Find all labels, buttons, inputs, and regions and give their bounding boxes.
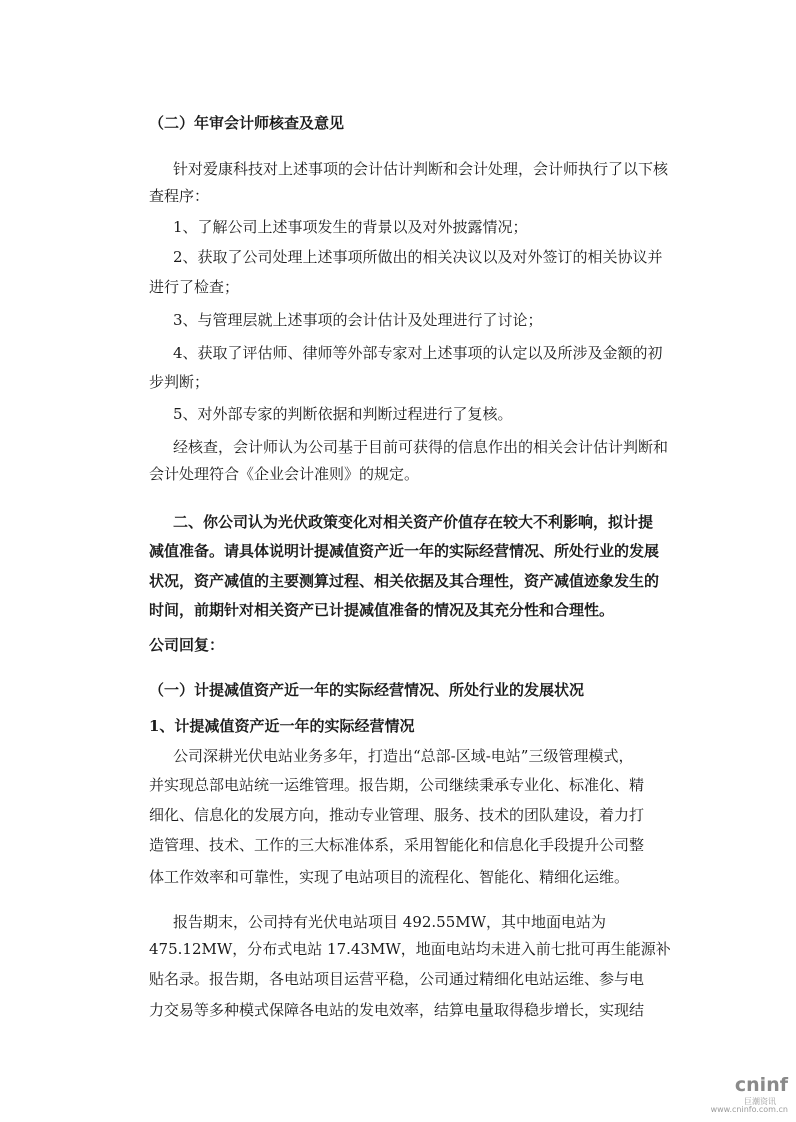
list-item: 4、获取了评估师、律师等外部专家对上述事项的认定以及所涉及金额的初	[173, 344, 663, 362]
paragraph-line: 体工作效率和可靠性，实现了电站项目的流程化、智能化、精细化运维。	[149, 868, 630, 886]
paragraph-line: 力交易等多种模式保障各电站的发电效率，结算电量取得稳步增长，实现结	[149, 1001, 645, 1019]
watermark-sub: 巨潮资讯	[744, 1097, 776, 1106]
paragraph-line: 针对爱康科技对上述事项的会计估计判断和会计处理，会计师执行了以下核	[173, 160, 669, 178]
paragraph-line: 经核查，会计师认为公司基于目前可获得的信息作出的相关会计估计判断和	[173, 438, 669, 456]
paragraph-line: 公司深耕光伏电站业务多年，打造出“总部-区域-电站”三级管理模式，	[173, 747, 634, 765]
question-line: 减值准备。请具体说明计提减值资产近一年的实际经营情况、所处行业的发展	[149, 542, 660, 560]
list-item: 步判断；	[149, 373, 210, 391]
section-heading: （二）年审会计师核查及意见	[149, 114, 345, 132]
paragraph-line: 查程序：	[149, 187, 210, 205]
list-item: 3、与管理层就上述事项的会计估计及处理进行了讨论；	[173, 311, 543, 329]
question-line: 二、你公司认为光伏政策变化对相关资产价值存在较大不利影响，拟计提	[173, 513, 654, 531]
watermark-brand: cninf	[734, 1074, 788, 1096]
paragraph-line: 并实现总部电站统一运维管理。报告期，公司继续秉承专业化、标准化、精	[149, 776, 645, 794]
list-item: 进行了检查；	[149, 278, 240, 296]
paragraph-line: 造管理、技术、工作的三大标准体系，采用智能化和信息化手段提升公司整	[149, 836, 645, 854]
list-item: 1、了解公司上述事项发生的背景以及对外披露情况；	[173, 218, 528, 236]
paragraph-line: 报告期末，公司持有光伏电站项目 492.55MW，其中地面电站为	[173, 913, 607, 931]
watermark-url: www.cninfo.com.cn	[710, 1105, 788, 1114]
sub-sub-heading: 1、计提减值资产近一年的实际经营情况	[149, 717, 415, 735]
list-item: 5、对外部专家的判断依据和判断过程进行了复核。	[173, 405, 513, 423]
sub-heading: （一）计提减值资产近一年的实际经营情况、所处行业的发展状况	[149, 681, 585, 699]
paragraph-line: 会计处理符合《企业会计准则》的规定。	[149, 465, 420, 483]
paragraph-line: 贴名录。报告期，各电站项目运营平稳，公司通过精细化电站运维、参与电	[149, 970, 645, 988]
question-line: 时间，前期针对相关资产已计提减值准备的情况及其充分性和合理性。	[149, 601, 615, 619]
question-line: 状况，资产减值的主要测算过程、相关依据及其合理性，资产减值迹象发生的	[149, 572, 660, 590]
list-item: 2、获取了公司处理上述事项所做出的相关决议以及对外签订的相关协议并	[173, 248, 663, 266]
reply-label: 公司回复：	[149, 636, 225, 654]
paragraph-line: 475.12MW，分布式电站 17.43MW，地面电站均未进入前七批可再生能源补	[149, 940, 671, 958]
paragraph-line: 细化、信息化的发展方向，推动专业管理、服务、技术的团队建设，着力打	[149, 806, 645, 824]
cninfo-watermark	[696, 1072, 788, 1114]
